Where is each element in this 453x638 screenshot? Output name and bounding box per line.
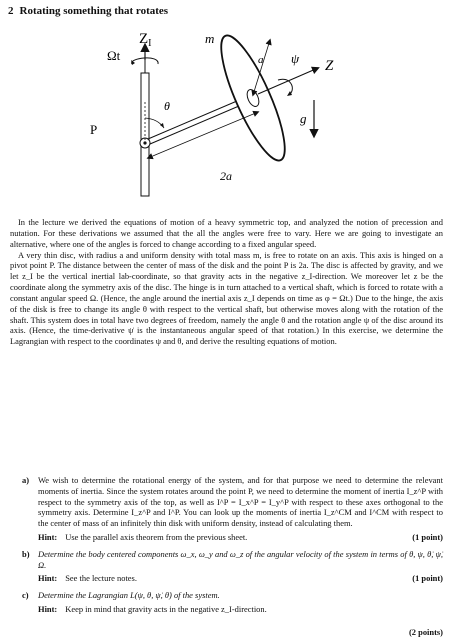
points: (2 points) [409, 626, 443, 637]
hint-text: See the lecture notes. [65, 573, 137, 584]
question-text: We wish to determine the rotational energy of the system, and for that purpose we need to determine the relevant moments of inertia. Since the system rotates around the point P, we need to determine the moment of inertia I_z^P with respect to the symmetry axis of the top, as well as I^P = I_x^P = I_y^P with respect to these axes orthogonal to the symmetry axis. Determine I_z^P and I^P. You can look up the moments of inertia I_z^CM and I^CM with respect to the center of mass of an infinitely thin disk with uniform density, instead of calculating them. [38, 475, 443, 529]
question-label: c) [22, 590, 29, 601]
label-z: Z [325, 58, 334, 74]
label-theta: θ [164, 99, 170, 113]
question-label: b) [22, 548, 30, 559]
question-text: Determine the body centered components ω_x, ω_y and ω_z of the angular velocity of the system in terms of θ, ψ, θ̇, ψ̇, Ω. [38, 548, 443, 570]
hint-row [38, 604, 443, 615]
label-psi: ψ [291, 51, 300, 66]
label-omega-t: Ωt [107, 48, 121, 63]
question-text: Determine the Lagrangian L(ψ, θ, ψ̇, θ̇) of the system. [38, 590, 220, 601]
question-a [22, 475, 443, 543]
label-distance: 2a [220, 169, 232, 183]
hint-row [38, 532, 443, 543]
paragraph-intro: In the lecture we derived the equations of motion of a heavy symmetric top, and analyzed the notion of precession and nutation. For these derivations we assumed that the all the angles were free to vary. Here we are going to investigate an alternative, where one of the angles is forced to change according to a fixed angular speed. [10, 217, 443, 249]
question-b [22, 549, 443, 584]
hint-label: Hint: [38, 531, 58, 542]
hint-label: Hint: [38, 603, 58, 614]
question-c [22, 590, 443, 637]
label-gravity: g [300, 111, 307, 126]
question-label: a) [22, 475, 30, 485]
section-number: 2 [8, 5, 14, 17]
hint-text: Keep in mind that gravity acts in the negative z_I-direction. [65, 603, 267, 614]
section-heading [8, 5, 168, 17]
label-pivot: P [90, 122, 98, 137]
label-mass: m [205, 31, 215, 46]
thin-disc [210, 29, 296, 167]
points: (1 point) [412, 573, 443, 584]
hint-row [38, 573, 443, 584]
paragraph-setup: A very thin disc, with radius a and uniform density with total mass m, is free to rotate on an axis. This axis is hinged on a pivot point P. The distance between the center of mass of the disk and the point P is 2a. The disc is affected by gravity, and we let z_I be the vertical inertial lab-coordinate, so that gravity acts in the negative z_I-direction. We moreover let z be the coordinate along the symmetry axis of the disc. The hinge is in turn attached to a vertical shaft, which is forced to rotate with a constant angular speed Ω. (Hence, the angle around the inertial axis z_I depends on time as φ = Ωt.) Due to the hinge, the axis of the disk is free to change its angle θ with respect to the vertical shaft, but otherwise moves along with the rotation of the shaft. This system does in total have two degrees of freedom, namely the angle θ and the rotation angle ψ of the disc around its axis. (Hence, the time-derivative ψ̇ is the instantaneous angular speed of that rotation.) In this exercise, we determine the Lagrangian with respect to the coordinates ψ and θ, and derive the resulting equations of motion. [10, 249, 443, 347]
hint-label: Hint: [38, 573, 58, 584]
section-title: Rotating something that rotates [19, 5, 169, 17]
hint-text: Use the parallel axis theorem from the previous sheet. [65, 531, 248, 542]
label-radius: a [258, 54, 264, 66]
rotating-disc-figure [0, 18, 453, 218]
label-z-inertial: $Z_I$ [139, 31, 152, 49]
points: (1 point) [412, 531, 443, 542]
problem-description [10, 217, 443, 347]
distance-dimension [148, 112, 258, 158]
question-list [22, 475, 443, 638]
